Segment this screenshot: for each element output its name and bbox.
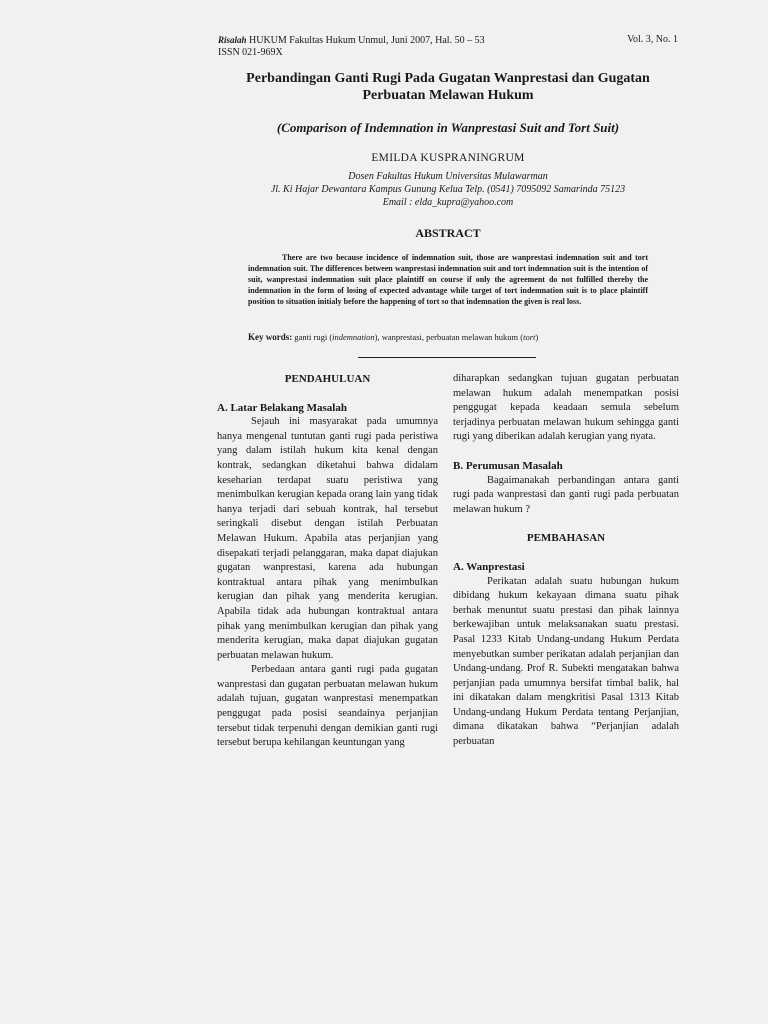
journal-details: HUKUM Fakultas Hukum Unmul, Juni 2007, Hal. 50 – 53	[246, 35, 485, 46]
journal-name-italic: Risalah	[218, 35, 247, 45]
volume-number: Vol. 3, No. 1	[627, 34, 678, 45]
issn: ISSN 021-969X	[218, 47, 283, 58]
running-head	[218, 34, 678, 59]
spacer	[453, 445, 679, 459]
spacer	[453, 517, 679, 531]
subsection-heading-latar-belakang: A. Latar Belakang Masalah	[217, 401, 347, 414]
section-heading-pendahuluan: PENDAHULUAN	[284, 373, 371, 385]
paragraph: Perbedaan antara ganti rugi pada gugatan wanprestasi dan gugatan perbuatan melawan hukum adalah tujuan, gugatan wanprestasi menempatkan penggugat pada posisi seandainya perjanjian tersebut tidak terpenuhi dengan demikian ganti rugi tersebut berupa kehilangan keuntungan yang	[217, 664, 438, 749]
author-name: EMILDA KUSPRANINGRUM	[371, 152, 525, 164]
keywords-part-5: )	[535, 332, 539, 342]
abstract-heading: ABSTRACT	[415, 226, 481, 240]
keywords-label: Key words:	[248, 332, 293, 342]
author-email: Email : elda_kupra@yahoo.com	[382, 197, 514, 208]
abstract-text: There are two because incidence of indemnation suit, those are wanprestasi indemnation suit and tort indemnation suit. The differences between wanprestasi indemnation suit and tort indemnation suit is the intention of suit, wanprestasi indemnation suit place plaintiff on course if only the agreement do not fulfilled thereby the indemnation in the form of losing of expected advantage while target of tort indemnation suit is to place plaintiff position to situation initialy before the happening of tort so that indemnation the given is real loss.	[248, 253, 648, 306]
paragraph: Bagaimanakah perbandingan antara ganti rugi pada wanprestasi dan ganti rugi pada perbuatan melawan hukum ?	[453, 474, 679, 515]
paragraph: Perikatan adalah suatu hubungan hukum dibidang hukum kekayaan dimana suatu pihak berhak menuntut suatu prestasi dan pihak lainnya berkewajiban untuk melaksanakan suatu prestasi. Pasal 1233 Kitab Undang-undang Hukum Perdata menyebutkan sumber perikatan adalah perjanjian dan Undang-undang. Prof R. Subekti mengatakan bahwa perjanjian pada umumnya bersifat timbal balik, hal ini dikatakan dalam mengkritisi Pasal 1313 Kitab Undang-undang Hukum Perdata tentang Perjanjian, dimana dikatakan bahwa “Perjanjian adalah perbuatan	[453, 575, 679, 748]
paragraph: Sejauh ini masyarakat pada umumnya hanya mengenal tuntutan ganti rugi pada peristiwa yang dalam istilah hukum kita kenal dengan kontrak, sedangkan diketahui bahwa didalam keseharian terdapat suatu peristiwa yang menimbulkan kerugian kepada orang lain yang tidak hanya terjadi dari sebuah kontrak, hal tersebut seringkali disebut dengan istilah Perbuatan Melawan Hukum. Apabila atas perjanjian yang disepakati terjadi pelanggaran, maka dapat diajukan gugatan wanprestasi, karena ada hubungan kontraktual antara pihak yang menimbulkan kerugian dan pihak yang menderita kerugian. Apabila tidak ada hubungan kontraktual antara pihak yang menimbulkan kerugian dan pihak yang menderita kerugian, maka dapat diajukan gugatan perbuatan melawan hukum.	[217, 416, 439, 661]
journal-citation	[218, 34, 678, 47]
keywords	[248, 332, 668, 343]
author-affiliation	[218, 170, 678, 209]
title-line-1: Perbandingan Ganti Rugi Pada Gugatan Wanprestasi dan Gugatan	[246, 71, 650, 86]
paragraph: diharapkan sedangkan tujuan gugatan perbuatan melawan hukum adalah menempatkan posisi penggugat kepada keadaan semula sebelum terjadinya perbuatan melawan hukum sehingga ganti rugi yang diberikan adalah kerugian yang nyata.	[453, 373, 679, 443]
left-column	[217, 372, 438, 751]
keywords-part-2: indemnation	[332, 332, 375, 342]
english-title: (Comparison of Indemnation in Wanprestasi Suit and Tort Suit)	[276, 120, 620, 135]
keywords-part-4: tort	[523, 332, 536, 342]
keywords-part-1: ganti rugi (	[292, 332, 333, 342]
subsection-heading-perumusan-masalah: B. Perumusan Masalah	[453, 459, 563, 472]
author-position: Dosen Fakultas Hukum Universitas Mulawarman	[348, 171, 548, 182]
separator-rule	[358, 357, 536, 358]
keywords-part-3: ), wanprestasi, perbuatan melawan hukum (	[374, 332, 524, 342]
author-address: Jl. Ki Hajar Dewantara Kampus Gunung Kelua Telp. (0541) 7095092 Samarinda 75123	[270, 184, 626, 195]
title-line-2: Perbuatan Melawan Hukum	[362, 88, 534, 103]
paper-title	[218, 70, 678, 104]
section-heading-pembahasan: PEMBAHASAN	[526, 532, 606, 545]
subsection-heading-wanprestasi: A. Wanprestasi	[453, 560, 525, 573]
right-column	[453, 372, 679, 750]
